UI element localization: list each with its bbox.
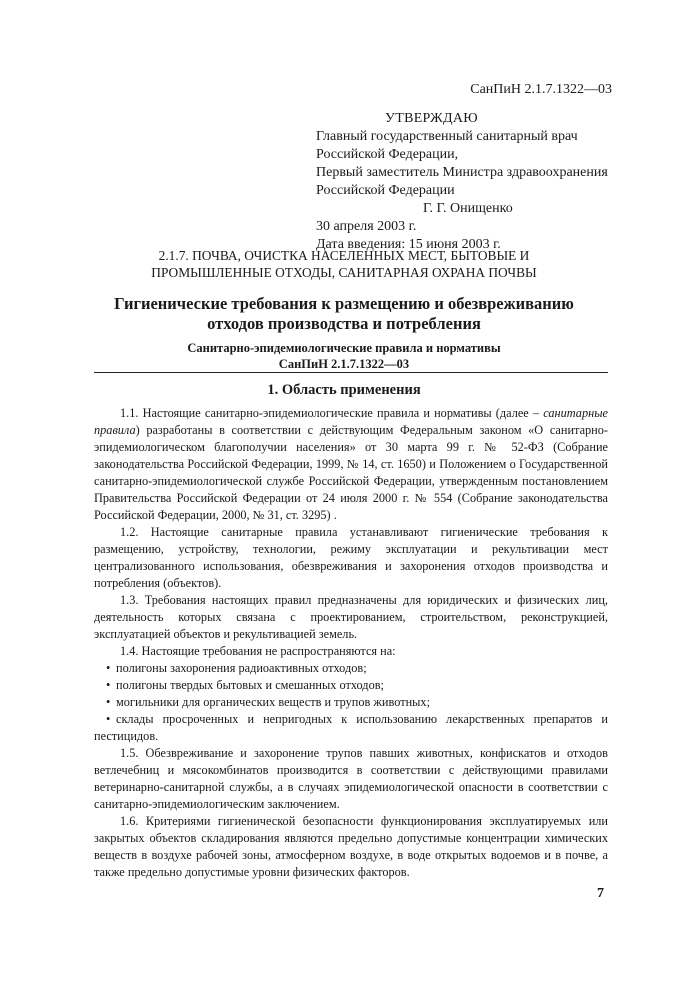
document-code: СанПиН 2.1.7.1322—03 xyxy=(470,82,612,97)
approval-signatory: Г. Г. Онищенко xyxy=(423,201,513,216)
title-line: отходов производства и потребления xyxy=(207,314,481,333)
bullet-icon: • xyxy=(106,695,111,709)
section-body xyxy=(94,405,608,881)
list-item xyxy=(94,660,608,677)
paragraph-1-1 xyxy=(94,405,608,524)
list-item xyxy=(94,677,608,694)
paragraph-1-2: 1.2. Настоящие санитарные правила устанавливают гигиенические требования к размещению, устройству, технологии, режиму эксплуатации и рекультивации мест централизованного использования, обезвреживания и захоронения отходов производства и потребления (объектов). xyxy=(94,525,608,590)
approval-block xyxy=(316,110,608,254)
section-heading: 1. Область применения xyxy=(267,382,421,398)
approval-line: Российской Федерации xyxy=(316,183,455,198)
paragraph-italic-term: санитарные правила xyxy=(94,406,608,437)
list-item-text: полигоны твердых бытовых и смешанных отходов; xyxy=(116,678,384,692)
list-item-text: полигоны захоронения радиоактивных отходов; xyxy=(116,661,367,675)
subtitle-line: Санитарно-эпидемиологические правила и нормативы xyxy=(187,341,501,355)
category-line: 2.1.7. ПОЧВА, ОЧИСТКА НАСЕЛЕННЫХ МЕСТ, БЫТОВЫЕ И xyxy=(158,248,530,263)
document-title xyxy=(60,294,628,334)
horizontal-rule xyxy=(94,372,608,373)
list-item xyxy=(94,694,608,711)
approval-title: УТВЕРЖДАЮ xyxy=(385,111,478,126)
paragraph-1-3: 1.3. Требования настоящих правил предназначены для юридических и физических лиц, деятельность которых связана с проектированием, строительством, реконструкцией, эксплуатацией объектов и рекультивацией земель. xyxy=(94,593,608,641)
approval-line: Первый заместитель Министра здравоохранения xyxy=(316,165,608,180)
paragraph-text: 1.1. Настоящие санитарно-эпидемиологические правила и нормативы (далее – xyxy=(120,406,544,420)
approval-line: Главный государственный санитарный врач xyxy=(316,129,578,144)
list-item-text: могильники для органических веществ и трупов животных; xyxy=(116,695,430,709)
approval-date: 30 апреля 2003 г. xyxy=(316,219,417,234)
list-item xyxy=(94,711,608,745)
approval-line: Российской Федерации, xyxy=(316,147,459,162)
bullet-icon: • xyxy=(106,661,111,675)
subtitle-line: СанПиН 2.1.7.1322—03 xyxy=(278,357,410,371)
paragraph-1-6: 1.6. Критериями гигиенической безопасности функционирования эксплуатируемых или закрытых объектов складирования являются предельно допустимые концентрации химических веществ в воздухе рабочей зоны, атмосферном воздухе, в воде открытых водоемов и в почве, а также предельно допустимые уровни физических факторов. xyxy=(94,814,608,879)
paragraph-text: ) разработаны в соответствии с действующим Федеральным законом «О санитарно-эпидемиологическом благополучии населения» от 30 марта 99 г. № 52-ФЗ (Собрание законодательства Российской Федерации, 1999, № 14, ст. 1650) и Положением о Государственной санитарно-эпидемиологической службе Российской Федерации, утвержденным постановлением Правительства Российской Федерации от 24 июля 2000 г. № 554 (Собрание законодательства Российской Федерации, 2000, № 31, ст. 3295) . xyxy=(94,423,608,522)
exclusion-list xyxy=(94,660,608,745)
list-item-text: склады просроченных и непригодных к использованию лекарственных препаратов и пестицидов. xyxy=(94,712,608,743)
paragraph-1-4: 1.4. Настоящие требования не распространяются на: xyxy=(120,644,396,658)
bullet-icon: • xyxy=(106,712,111,726)
effective-date: Дата введения: 15 июня 2003 г. xyxy=(316,237,501,252)
paragraph-1-5: 1.5. Обезвреживание и захоронение трупов павших животных, конфискатов и отходов ветлечебниц и мясокомбинатов производится в соответствии с действующими правилами ветеринарно-санитарной службы, а в случаях эпидемиологической опасности в соответствии с санитарно-эпидемиологическим заключением. xyxy=(94,746,608,811)
category-line: ПРОМЫШЛЕННЫЕ ОТХОДЫ, САНИТАРНАЯ ОХРАНА ПОЧВЫ xyxy=(151,265,537,280)
title-line: Гигиенические требования к размещению и обезвреживанию xyxy=(114,294,574,313)
document-subtitle xyxy=(60,340,628,372)
bullet-icon: • xyxy=(106,678,111,692)
page-number: 7 xyxy=(597,886,604,901)
category-heading xyxy=(60,247,628,281)
